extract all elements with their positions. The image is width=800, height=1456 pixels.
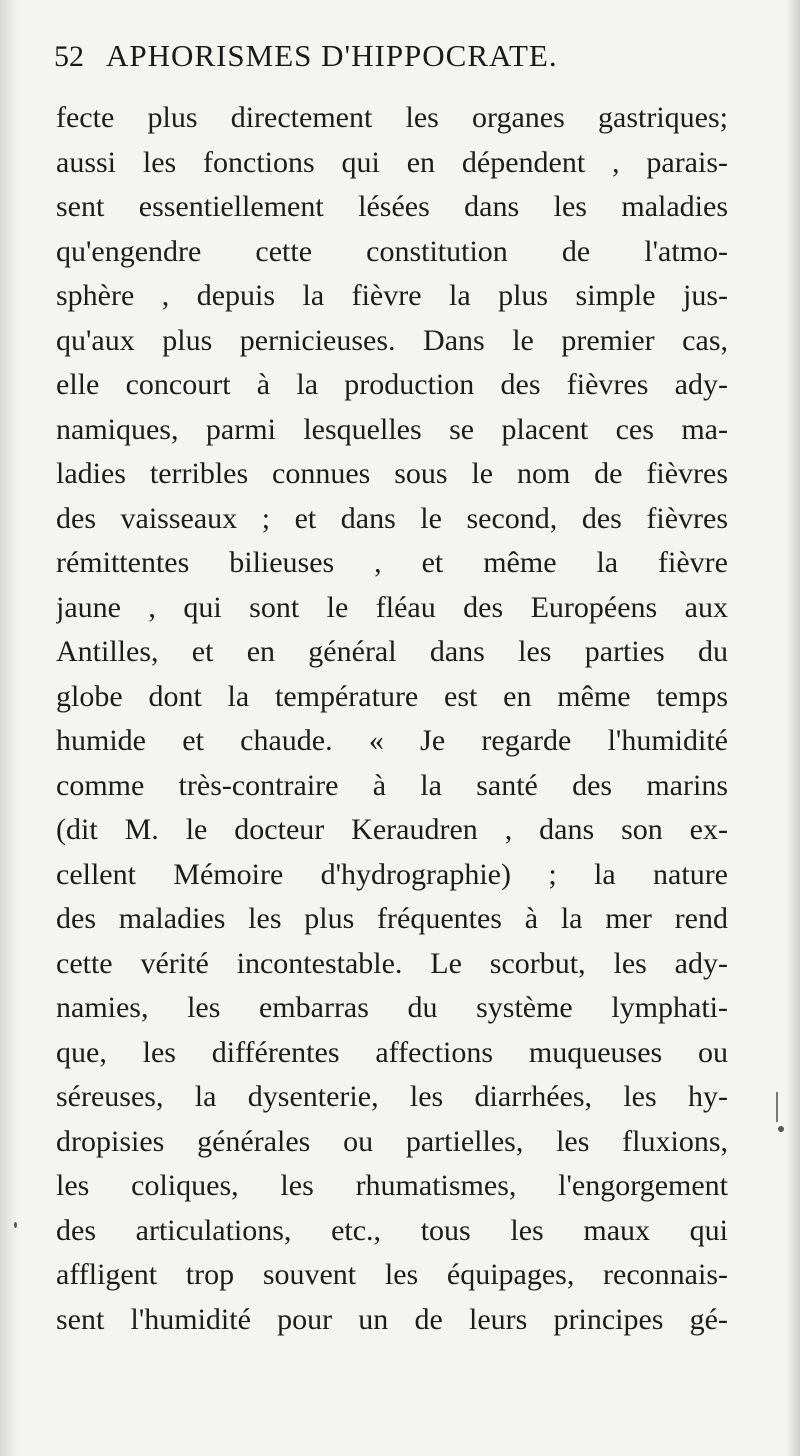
text-line: séreuses, la dysenterie, les diarrhées, les hy-	[56, 1080, 728, 1113]
page-edge-right	[786, 0, 800, 1456]
text-line: humide et chaude. « Je regarde l'humidité	[56, 724, 728, 757]
text-line: namiques, parmi lesquelles se placent ces ma-	[56, 412, 728, 446]
text-line: dropisies générales ou partielles, les fluxions,	[56, 1124, 728, 1158]
running-title: APHORISMES D'HIPPOCRATE.	[106, 38, 558, 73]
running-header	[54, 38, 744, 90]
page-edge-left	[0, 0, 18, 1456]
text-line: globe dont la température est en même temps	[56, 679, 728, 713]
text-line: des maladies les plus fréquentes à la mer rend	[56, 902, 728, 935]
text-line: qu'aux plus pernicieuses. Dans le premier cas,	[56, 323, 728, 357]
text-line: cellent Mémoire d'hydrographie) ; la nature	[56, 857, 728, 891]
margin-mark	[776, 1092, 778, 1122]
text-line: comme très-contraire à la santé des marins	[56, 768, 728, 802]
text-line: cette vérité incontestable. Le scorbut, les ady-	[56, 946, 728, 980]
text-line: les coliques, les rhumatismes, l'engorgement	[56, 1169, 728, 1202]
text-line: elle concourt à la production des fièvres ady-	[56, 368, 728, 401]
text-line: que, les différentes affections muqueuses ou	[56, 1035, 728, 1069]
text-line: rémittentes bilieuses , et même la fièvre	[56, 546, 728, 579]
text-line: (dit M. le docteur Keraudren , dans son ex-	[56, 813, 728, 846]
text-line: qu'engendre cette constitution de l'atmo-	[56, 234, 728, 268]
text-line: sent essentiellement lésées dans les maladies	[56, 190, 728, 223]
text-line: fecte plus directement les organes gastriques;	[56, 101, 728, 134]
text-line: namies, les embarras du système lymphati-	[56, 991, 728, 1024]
text-line: sent l'humidité pour un de leurs principes gé-	[56, 1302, 728, 1336]
ink-speck	[778, 1126, 784, 1132]
text-line: jaune , qui sont le fléau des Européens aux	[56, 590, 728, 624]
text-line: des articulations, etc., tous les maux qui	[56, 1213, 728, 1247]
text-line: ladies terribles connues sous le nom de fièvres	[56, 457, 728, 490]
page-number: 52	[54, 40, 84, 73]
text-line: aussi les fonctions qui en dépendent , parais-	[56, 145, 728, 179]
ink-speck	[14, 1222, 17, 1228]
text-line: Antilles, et en général dans les parties du	[56, 635, 728, 668]
body-text	[56, 96, 728, 1342]
text-line: sphère , depuis la fièvre la plus simple jus-	[56, 279, 728, 312]
text-line: des vaisseaux ; et dans le second, des fièvres	[56, 501, 728, 535]
text-line: affligent trop souvent les équipages, reconnais-	[56, 1258, 728, 1291]
